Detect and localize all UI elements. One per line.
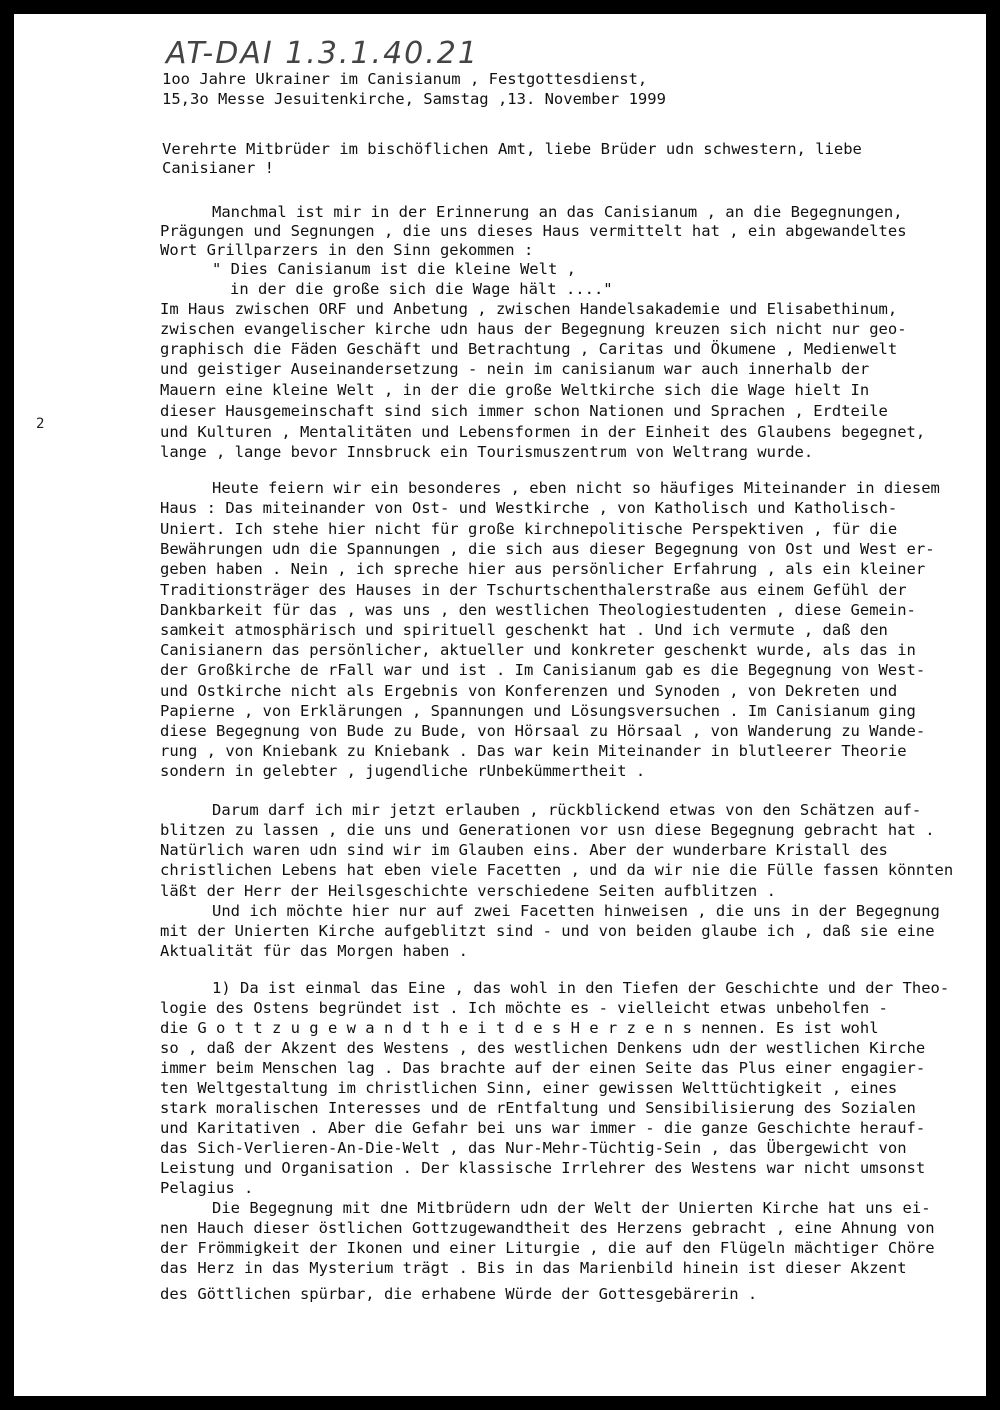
text-line: " Dies Canisianum ist die kleine Welt , <box>212 260 576 278</box>
text-line: das Herz in das Mysterium trägt . Bis in das Marienbild hinein ist dieser Akzent <box>160 1259 907 1277</box>
text-line: Bewährungen udn die Spannungen , die sich aus dieser Begegnung von Ost und West er- <box>160 540 935 558</box>
text-line: und Ostkirche nicht als Ergebnis von Konferenzen und Synoden , von Dekreten und <box>160 682 898 700</box>
text-line: Verehrte Mitbrüder im bischöflichen Amt, liebe Brüder udn schwestern, liebe <box>162 140 862 158</box>
text-line: das Sich-Verlieren-An-Die-Welt , das Nur-Mehr-Tüchtig-Sein , das Übergewicht von <box>160 1139 907 1157</box>
text-line: Manchmal ist mir in der Erinnerung an das Canisianum , an die Begegnungen, <box>212 203 903 221</box>
text-line: in der die große sich die Wage hält ...." <box>230 280 613 298</box>
text-line: Darum darf ich mir jetzt erlauben , rückblickend etwas von den Schätzen auf- <box>212 801 922 819</box>
text-line: zwischen evangelischer kirche udn haus der Begegnung kreuzen sich nicht nur geo- <box>160 320 907 338</box>
text-line: 1) Da ist einmal das Eine , das wohl in den Tiefen der Geschichte und der Theo- <box>212 979 950 997</box>
text-line: 15,3o Messe Jesuitenkirche, Samstag ,13. November 1999 <box>162 90 666 108</box>
text-line: Traditionsträger des Hauses in der Tschurtschenthalerstraße aus einem Gefühl der <box>160 581 907 599</box>
text-line: dieser Hausgemeinschaft sind sich immer schon Nationen und Sprachen , Erdteile <box>160 402 888 420</box>
text-line: so , daß der Akzent des Westens , des westlichen Denkens udn der westlichen Kirche <box>160 1039 926 1057</box>
text-line: und Kulturen , Mentalitäten und Lebensformen in der Einheit des Glaubens begegnet, <box>160 423 926 441</box>
text-line: logie des Ostens begründet ist . Ich möchte es - vielleicht etwas unbeholfen - <box>160 999 888 1017</box>
text-line: lange , lange bevor Innsbruck ein Tourismuszentrum von Weltrang wurde. <box>160 443 814 461</box>
text-line: Leistung und Organisation . Der klassische Irrlehrer des Westens war nicht umsonst <box>160 1159 926 1177</box>
text-line: ten Weltgestaltung im christlichen Sinn, einer gewissen Welttüchtigkeit , eines <box>160 1079 898 1097</box>
text-line: Heute feiern wir ein besonderes , eben nicht so häufiges Miteinander in diesem <box>212 479 940 497</box>
text-line: und Karitativen . Aber die Gefahr bei uns war immer - die ganze Geschichte herauf- <box>160 1119 926 1137</box>
text-line: Im Haus zwischen ORF und Anbetung , zwischen Handelsakademie und Elisabethinum, <box>160 300 898 318</box>
archive-id-handwritten: AT-DAI 1.3.1.40.21 <box>166 36 479 71</box>
text-line: Prägungen und Segnungen , die uns dieses Haus vermittelt hat , ein abgewandeltes <box>160 222 907 240</box>
text-line: geben haben . Nein , ich spreche hier aus persönlicher Erfahrung , als ein kleiner <box>160 560 926 578</box>
text-line: mit der Unierten Kirche aufgeblitzt sind - und von beiden glaube ich , daß sie eine <box>160 922 935 940</box>
text-line: Papierne , von Erklärungen , Spannungen und Lösungsversuchen . Im Canisianum ging <box>160 702 916 720</box>
text-line: der Großkirche de rFall war und ist . Im Canisianum gab es die Begegnung von West- <box>160 661 926 679</box>
text-line: Uniert. Ich stehe hier nicht für große kirchnepolitische Perspektiven , für die <box>160 520 898 538</box>
text-line: läßt der Herr der Heilsgeschichte verschiedene Seiten aufblitzen . <box>160 882 776 900</box>
margin-mark: 2 <box>36 416 45 432</box>
text-line: 1oo Jahre Ukrainer im Canisianum , Festgottesdienst, <box>162 70 648 88</box>
text-line: Canisianer ! <box>162 159 274 177</box>
document-page <box>14 14 986 1396</box>
text-line: der Frömmigkeit der Ikonen und einer Liturgie , die auf den Flügeln mächtiger Chöre <box>160 1239 935 1257</box>
text-line: Canisianern das persönlicher, aktueller und konkreter geschenkt wurde, als das in <box>160 641 916 659</box>
text-line: Haus : Das miteinander von Ost- und Westkirche , von Katholisch und Katholisch- <box>160 499 898 517</box>
text-line: Die Begegnung mit dne Mitbrüdern udn der Welt der Unierten Kirche hat uns ei- <box>212 1199 931 1217</box>
text-line: immer beim Menschen lag . Das brachte auf der einen Seite das Plus einer engagier- <box>160 1059 926 1077</box>
text-line: Mauern eine kleine Welt , in der die große Weltkirche sich die Wage hielt In <box>160 381 870 399</box>
text-line: graphisch die Fäden Geschäft und Betrachtung , Caritas und Ökumene , Medienwelt <box>160 340 898 358</box>
document-body <box>14 14 986 1396</box>
text-line: Dankbarkeit für das , was uns , den westlichen Theologiestudenten , diese Gemein- <box>160 601 916 619</box>
text-line: nen Hauch dieser östlichen Gottzugewandtheit des Herzens gebracht , eine Ahnung von <box>160 1219 935 1237</box>
text-line: sondern in gelebter , jugendliche rUnbekümmertheit . <box>160 762 646 780</box>
text-line: rung , von Kniebank zu Kniebank . Das war kein Miteinander in blutleerer Theorie <box>160 742 907 760</box>
text-line: Wort Grillparzers in den Sinn gekommen : <box>160 241 534 259</box>
text-line: blitzen zu lassen , die uns und Generationen vor usn diese Begegnung gebracht hat . <box>160 821 935 839</box>
text-line: stark moralischen Interesses und de rEntfaltung und Sensibilisierung des Sozialen <box>160 1099 916 1117</box>
text-line: christlichen Lebens hat eben viele Facetten , und da wir nie die Fülle fassen könnten <box>160 861 954 879</box>
text-line: die G o t t z u g e w a n d t h e i t d e s H e r z e n s nennen. Es ist wohl <box>160 1019 879 1037</box>
text-line: und geistiger Auseinandersetzung - nein im canisianum war auch innerhalb der <box>160 360 870 378</box>
text-line: des Göttlichen spürbar, die erhabene Würde der Gottesgebärerin . <box>160 1285 758 1303</box>
text-line: Pelagius . <box>160 1179 254 1197</box>
text-line: Natürlich waren udn sind wir im Glauben eins. Aber der wunderbare Kristall des <box>160 841 888 859</box>
text-line: Aktualität für das Morgen haben . <box>160 942 468 960</box>
text-line: Und ich möchte hier nur auf zwei Facetten hinweisen , die uns in der Begegnung <box>212 902 940 920</box>
text-line: diese Begegnung von Bude zu Bude, von Hörsaal zu Hörsaal , von Wanderung zu Wande- <box>160 722 926 740</box>
text-line: samkeit atmosphärisch und spirituell geschenkt hat . Und ich vermute , daß den <box>160 621 888 639</box>
